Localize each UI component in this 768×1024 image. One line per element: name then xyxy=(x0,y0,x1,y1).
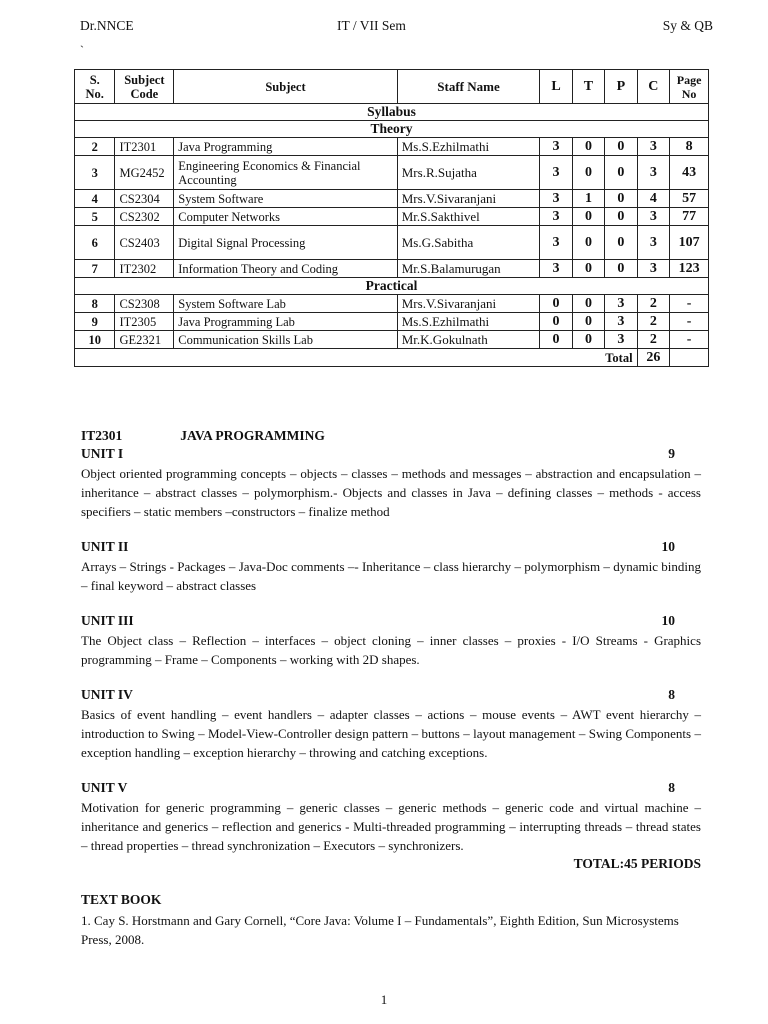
cell-p: 0 xyxy=(605,190,637,208)
cell-staff: Mrs.V.Sivaranjani xyxy=(397,190,540,208)
unit-title: UNIT V xyxy=(81,780,128,795)
cell-l: 0 xyxy=(540,331,572,349)
header-semester: IT / VII Sem xyxy=(337,18,406,33)
page-header xyxy=(80,18,713,34)
cell-sno: 5 xyxy=(75,208,115,226)
cell-subject: Computer Networks xyxy=(174,208,398,226)
unit-title: UNIT IV xyxy=(81,687,133,702)
cell-t: 0 xyxy=(572,138,604,156)
cell-sno: 7 xyxy=(75,260,115,278)
cell-t: 0 xyxy=(572,260,604,278)
header-staff: Staff Name xyxy=(397,70,540,104)
cell-page: 107 xyxy=(670,226,709,260)
cell-code: MG2452 xyxy=(115,156,174,190)
cell-code: CS2302 xyxy=(115,208,174,226)
cell-c: 3 xyxy=(637,156,670,190)
cell-staff: Mrs.V.Sivaranjani xyxy=(397,295,540,313)
cell-l: 3 xyxy=(540,226,572,260)
course-section xyxy=(81,428,701,949)
theory-row xyxy=(75,121,709,138)
cell-p: 3 xyxy=(605,331,637,349)
cell-p: 0 xyxy=(605,156,637,190)
cell-sno: 2 xyxy=(75,138,115,156)
syllabus-table xyxy=(74,69,709,367)
table-row xyxy=(75,260,709,278)
unit-heading xyxy=(81,613,701,631)
table-body xyxy=(75,104,709,367)
text-book-heading: TEXT BOOK xyxy=(81,892,162,907)
cell-subject: System Software xyxy=(174,190,398,208)
cell-subject: Engineering Economics & Financial Accounting xyxy=(174,156,398,190)
unit-hours: 8 xyxy=(668,687,675,702)
cell-l: 3 xyxy=(540,138,572,156)
total-label: Total xyxy=(75,349,638,367)
cell-subject: Digital Signal Processing xyxy=(174,226,398,260)
cell-p: 0 xyxy=(605,260,637,278)
cell-staff: Ms.S.Ezhilmathi xyxy=(397,138,540,156)
unit-hours: 10 xyxy=(661,539,675,554)
cell-p: 0 xyxy=(605,226,637,260)
cell-subject: Communication Skills Lab xyxy=(174,331,398,349)
cell-t: 0 xyxy=(572,156,604,190)
cell-sno: 6 xyxy=(75,226,115,260)
cell-l: 3 xyxy=(540,260,572,278)
table-row xyxy=(75,156,709,190)
unit-heading xyxy=(81,780,701,798)
unit-content: Motivation for generic programming – generic classes – generic methods – generic code and virtual machine – inheritance and generics – reflection and generics - Multi-threaded programming – interrupting threads – thread states – thread properties – thread synchronization – Executors – synchronizers. xyxy=(81,800,701,853)
cell-l: 0 xyxy=(540,313,572,331)
cell-l: 3 xyxy=(540,208,572,226)
cell-p: 0 xyxy=(605,138,637,156)
cell-sno: 10 xyxy=(75,331,115,349)
unit-spacer xyxy=(81,595,701,613)
table-row xyxy=(75,295,709,313)
unit-hours: 8 xyxy=(668,780,675,795)
unit-title: UNIT I xyxy=(81,446,124,461)
table-row xyxy=(75,208,709,226)
cell-subject: Java Programming xyxy=(174,138,398,156)
unit-spacer xyxy=(81,669,701,687)
cell-c: 2 xyxy=(637,313,670,331)
unit-hours: 10 xyxy=(661,613,675,628)
cell-code: CS2304 xyxy=(115,190,174,208)
stray-mark: ` xyxy=(80,43,84,57)
units-list xyxy=(81,446,701,855)
theory-label: Theory xyxy=(75,121,709,138)
unit-block xyxy=(81,669,701,762)
unit-block xyxy=(81,446,701,521)
cell-sno: 8 xyxy=(75,295,115,313)
cell-subject: System Software Lab xyxy=(174,295,398,313)
cell-c: 3 xyxy=(637,260,670,278)
cell-page: 123 xyxy=(670,260,709,278)
cell-t: 0 xyxy=(572,313,604,331)
cell-code: IT2301 xyxy=(115,138,174,156)
header-page: Page No xyxy=(670,70,709,104)
practical-row xyxy=(75,278,709,295)
cell-l: 3 xyxy=(540,156,572,190)
unit-block xyxy=(81,762,701,855)
header-doc-type: Sy & QB xyxy=(662,18,713,33)
page-number: 1 xyxy=(380,992,388,1007)
cell-t: 0 xyxy=(572,331,604,349)
total-row xyxy=(75,349,709,367)
cell-t: 0 xyxy=(572,226,604,260)
cell-p: 0 xyxy=(605,208,637,226)
course-name: JAVA PROGRAMMING xyxy=(180,428,325,443)
unit-content: Object oriented programming concepts – objects – classes – methods and messages – abstraction and encapsulation – inheritance – abstract classes – polymorphism.- Objects and classes in Java – defining classes – methods - access specifiers – static members –constructors – finalize method xyxy=(81,466,701,519)
table-row xyxy=(75,190,709,208)
unit-heading xyxy=(81,446,701,464)
header-college: Dr.NNCE xyxy=(80,18,134,33)
total-value: 26 xyxy=(637,349,670,367)
cell-page: 77 xyxy=(670,208,709,226)
cell-page: - xyxy=(670,295,709,313)
table-row xyxy=(75,313,709,331)
header-subject: Subject xyxy=(174,70,398,104)
cell-code: GE2321 xyxy=(115,331,174,349)
table-row xyxy=(75,138,709,156)
cell-page: - xyxy=(670,331,709,349)
cell-sno: 9 xyxy=(75,313,115,331)
cell-c: 3 xyxy=(637,138,670,156)
cell-t: 0 xyxy=(572,208,604,226)
cell-p: 3 xyxy=(605,313,637,331)
cell-page: 57 xyxy=(670,190,709,208)
cell-staff: Mr.S.Balamurugan xyxy=(397,260,540,278)
cell-l: 0 xyxy=(540,295,572,313)
cell-sno: 3 xyxy=(75,156,115,190)
cell-c: 3 xyxy=(637,208,670,226)
text-book-entry: 1. Cay S. Horstmann and Gary Cornell, “Core Java: Volume I – Fundamentals”, Eighth Edition, Sun Microsystems Press, 2008. xyxy=(81,913,679,947)
cell-staff: Mr.K.Gokulnath xyxy=(397,331,540,349)
course-title xyxy=(81,428,701,446)
cell-t: 0 xyxy=(572,295,604,313)
practical-label: Practical xyxy=(75,278,709,295)
cell-code: IT2302 xyxy=(115,260,174,278)
cell-c: 3 xyxy=(637,226,670,260)
cell-staff: Ms.G.Sabitha xyxy=(397,226,540,260)
cell-c: 2 xyxy=(637,331,670,349)
unit-spacer xyxy=(81,762,701,780)
unit-block xyxy=(81,521,701,595)
cell-code: CS2308 xyxy=(115,295,174,313)
unit-title: UNIT II xyxy=(81,539,129,554)
header-c: C xyxy=(637,70,670,104)
unit-heading xyxy=(81,539,701,557)
header-sno: S. No. xyxy=(75,70,115,104)
unit-spacer xyxy=(81,521,701,539)
cell-code: CS2403 xyxy=(115,226,174,260)
table-row xyxy=(75,226,709,260)
unit-content: The Object class – Reflection – interfaces – object cloning – inner classes – proxies - I/O Streams - Graphics programming – Frame – Components – working with 2D shapes. xyxy=(81,633,701,667)
total-periods: TOTAL:45 PERIODS xyxy=(573,856,701,871)
cell-staff: Mr.S.Sakthivel xyxy=(397,208,540,226)
header-l: L xyxy=(540,70,572,104)
cell-c: 2 xyxy=(637,295,670,313)
total-empty-cell xyxy=(670,349,709,367)
cell-c: 4 xyxy=(637,190,670,208)
cell-subject: Java Programming Lab xyxy=(174,313,398,331)
syllabus-row xyxy=(75,104,709,121)
cell-l: 3 xyxy=(540,190,572,208)
cell-page: 8 xyxy=(670,138,709,156)
unit-title: UNIT III xyxy=(81,613,134,628)
cell-staff: Ms.S.Ezhilmathi xyxy=(397,313,540,331)
unit-hours: 9 xyxy=(668,446,675,461)
syllabus-label: Syllabus xyxy=(75,104,709,121)
unit-content: Basics of event handling – event handlers – adapter classes – actions – mouse events – AWT event hierarchy – introduction to Swing – Model-View-Controller design pattern – buttons – layout management – Swing Components – exception handling – exception hierarchy – throwing and catching exceptions. xyxy=(81,707,701,760)
header-t: T xyxy=(572,70,604,104)
cell-page: - xyxy=(670,313,709,331)
table-header-row xyxy=(75,70,709,104)
unit-block xyxy=(81,595,701,669)
cell-page: 43 xyxy=(670,156,709,190)
course-code: IT2301 xyxy=(81,428,123,443)
cell-code: IT2305 xyxy=(115,313,174,331)
cell-subject: Information Theory and Coding xyxy=(174,260,398,278)
unit-content: Arrays – Strings - Packages – Java-Doc comments –- Inheritance – class hierarchy – polymorphism – dynamic binding – final keyword – abstract classes xyxy=(81,559,701,593)
cell-t: 1 xyxy=(572,190,604,208)
header-code: Subject Code xyxy=(115,70,174,104)
header-p: P xyxy=(605,70,637,104)
cell-staff: Mrs.R.Sujatha xyxy=(397,156,540,190)
unit-heading xyxy=(81,687,701,705)
cell-p: 3 xyxy=(605,295,637,313)
table-row xyxy=(75,331,709,349)
cell-sno: 4 xyxy=(75,190,115,208)
